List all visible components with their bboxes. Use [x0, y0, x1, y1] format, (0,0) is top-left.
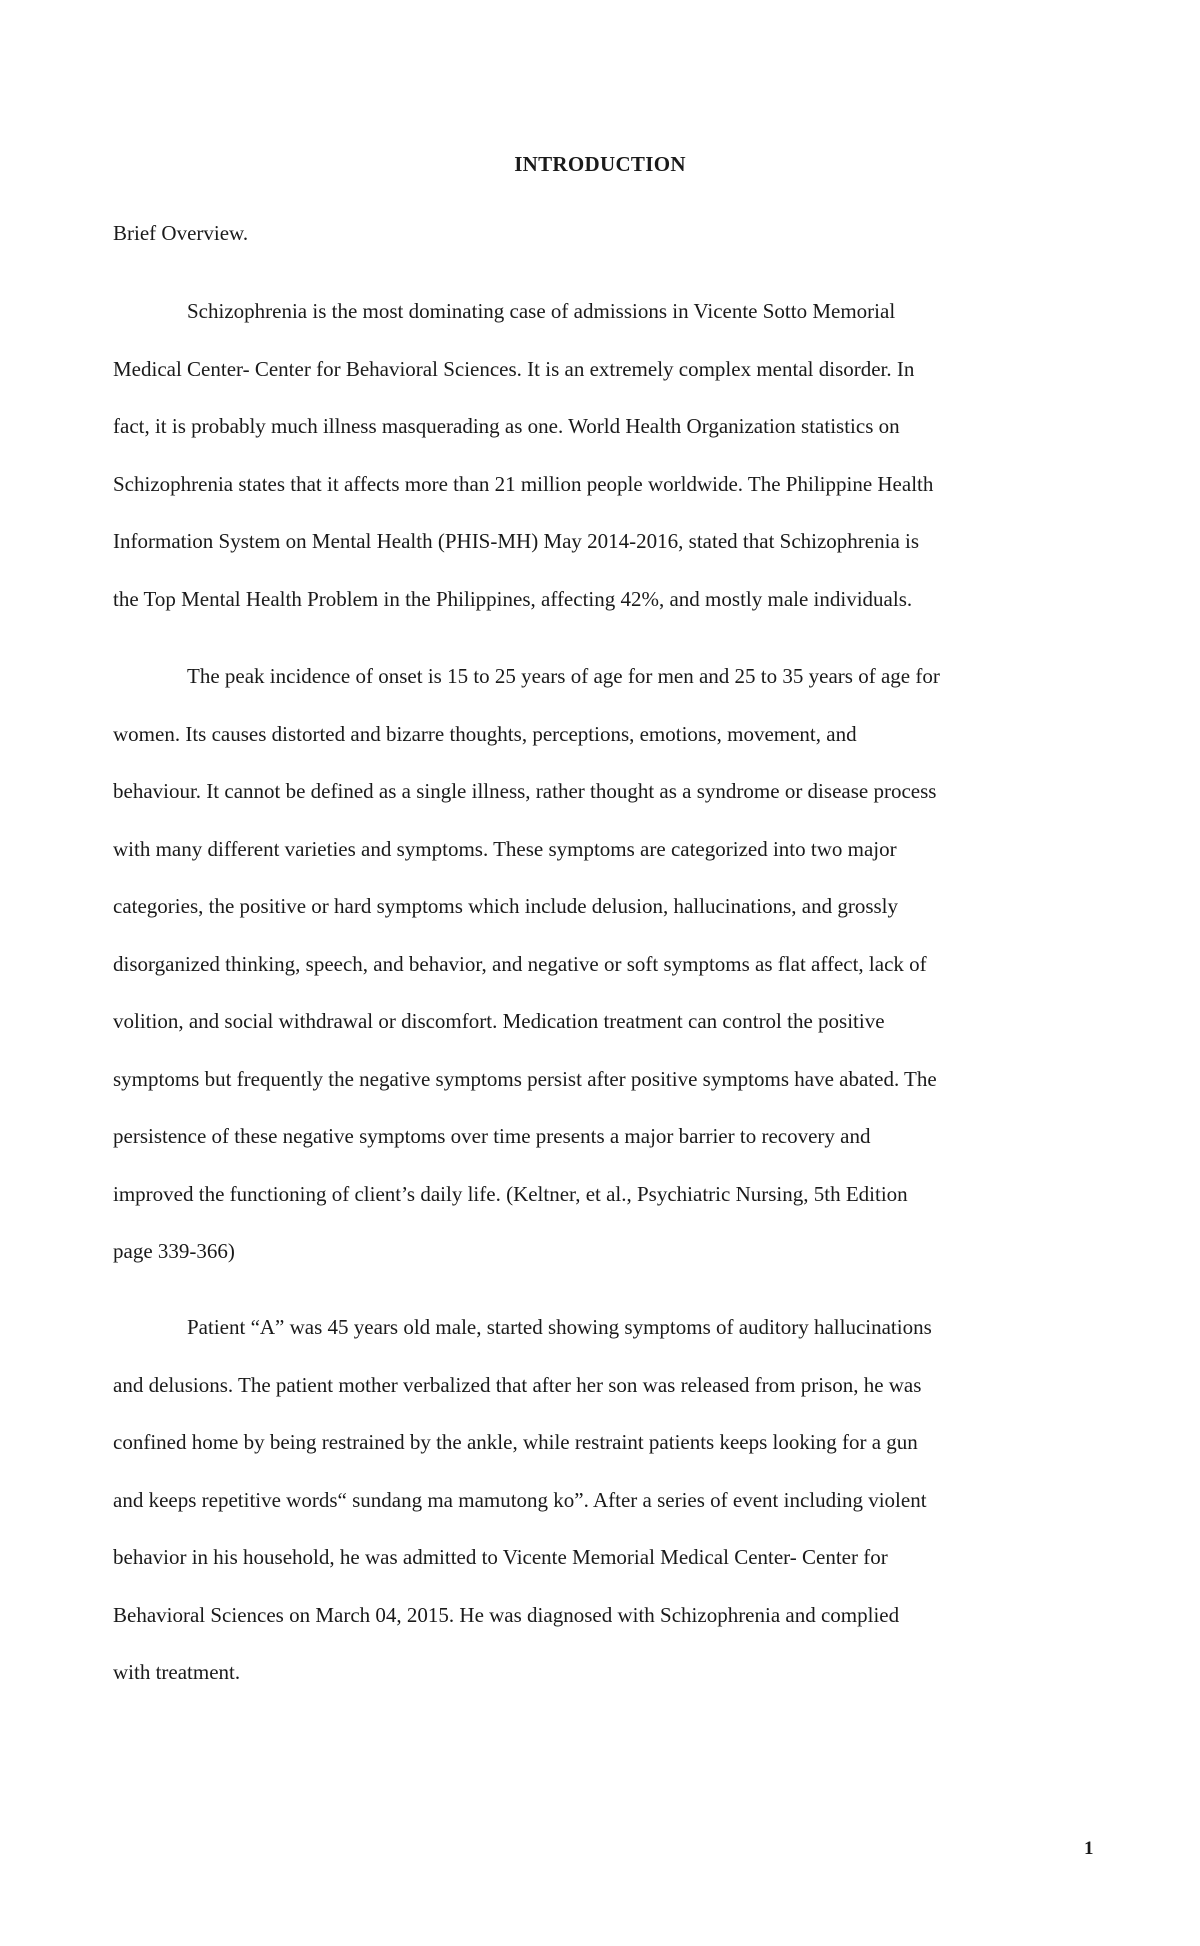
paragraph-line: Behavioral Sciences on March 04, 2015. He was diagnosed with Schizophrenia and complied [113, 1602, 900, 1627]
paragraph-line: with treatment. [113, 1660, 241, 1684]
paragraph-line: Information System on Mental Health (PHIS-MH) May 2014-2016, stated that Schizophrenia is [113, 529, 920, 553]
paragraph-line: behavior in his household, he was admitted to Vicente Memorial Medical Center- Center for [113, 1545, 888, 1569]
paragraph-onset-symptoms [113, 662, 1098, 1295]
paragraph-line: and delusions. The patient mother verbalized that after her son was released from prison, he was [113, 1372, 922, 1397]
paragraph-schizophrenia-overview [113, 297, 1098, 642]
paragraph-line: volition, and social withdrawal or discomfort. Medication treatment can control the positive [113, 1009, 885, 1033]
section-subheading: Brief Overview. [113, 221, 249, 245]
paragraph-line: Schizophrenia states that it affects more than 21 million people worldwide. The Philippine Health [113, 471, 934, 496]
paragraph-line: women. Its causes distorted and bizarre thoughts, perceptions, emotions, movement, and [113, 721, 857, 746]
paragraph-line: confined home by being restrained by the ankle, while restraint patients keeps looking for a gun [113, 1430, 918, 1454]
paragraph-line: Medical Center- Center for Behavioral Sciences. It is an extremely complex mental disorder. In [113, 356, 915, 381]
paragraph-line: disorganized thinking, speech, and behavior, and negative or soft symptoms as flat affect, lack of [113, 951, 927, 976]
paragraph-line: Patient “A” was 45 years old male, started showing symptoms of auditory hallucinations [187, 1315, 932, 1339]
paragraph-line: with many different varieties and symptoms. These symptoms are categorized into two major [113, 836, 897, 861]
paragraph-line: page 339-366) [113, 1239, 235, 1263]
page-title: INTRODUCTION [514, 152, 686, 176]
paragraph-line: categories, the positive or hard symptoms which include delusion, hallucinations, and grossly [113, 894, 899, 918]
paragraph-line: behaviour. It cannot be defined as a single illness, rather thought as a syndrome or disease process [113, 779, 937, 803]
paragraph-line: symptoms but frequently the negative symptoms persist after positive symptoms have abated. The [113, 1066, 937, 1091]
paragraph-line: Schizophrenia is the most dominating case of admissions in Vicente Sotto Memorial [187, 299, 896, 323]
paragraph-line: fact, it is probably much illness masquerading as one. World Health Organization statistics on [113, 414, 900, 438]
paragraph-patient-case [113, 1313, 1098, 1716]
paragraph-line: persistence of these negative symptoms over time presents a major barrier to recovery and [113, 1124, 871, 1148]
page-number: 1 [1084, 1838, 1094, 1859]
paragraph-line: The peak incidence of onset is 15 to 25 years of age for men and 25 to 35 years of age for [187, 664, 940, 688]
paragraph-line: the Top Mental Health Problem in the Philippines, affecting 42%, and mostly male individuals. [113, 586, 913, 611]
paragraph-line: and keeps repetitive words“ sundang ma mamutong ko”. After a series of event including violent [113, 1487, 927, 1512]
paragraph-line: improved the functioning of client’s daily life. (Keltner, et al., Psychiatric Nursing, 5th Edition [113, 1181, 908, 1206]
